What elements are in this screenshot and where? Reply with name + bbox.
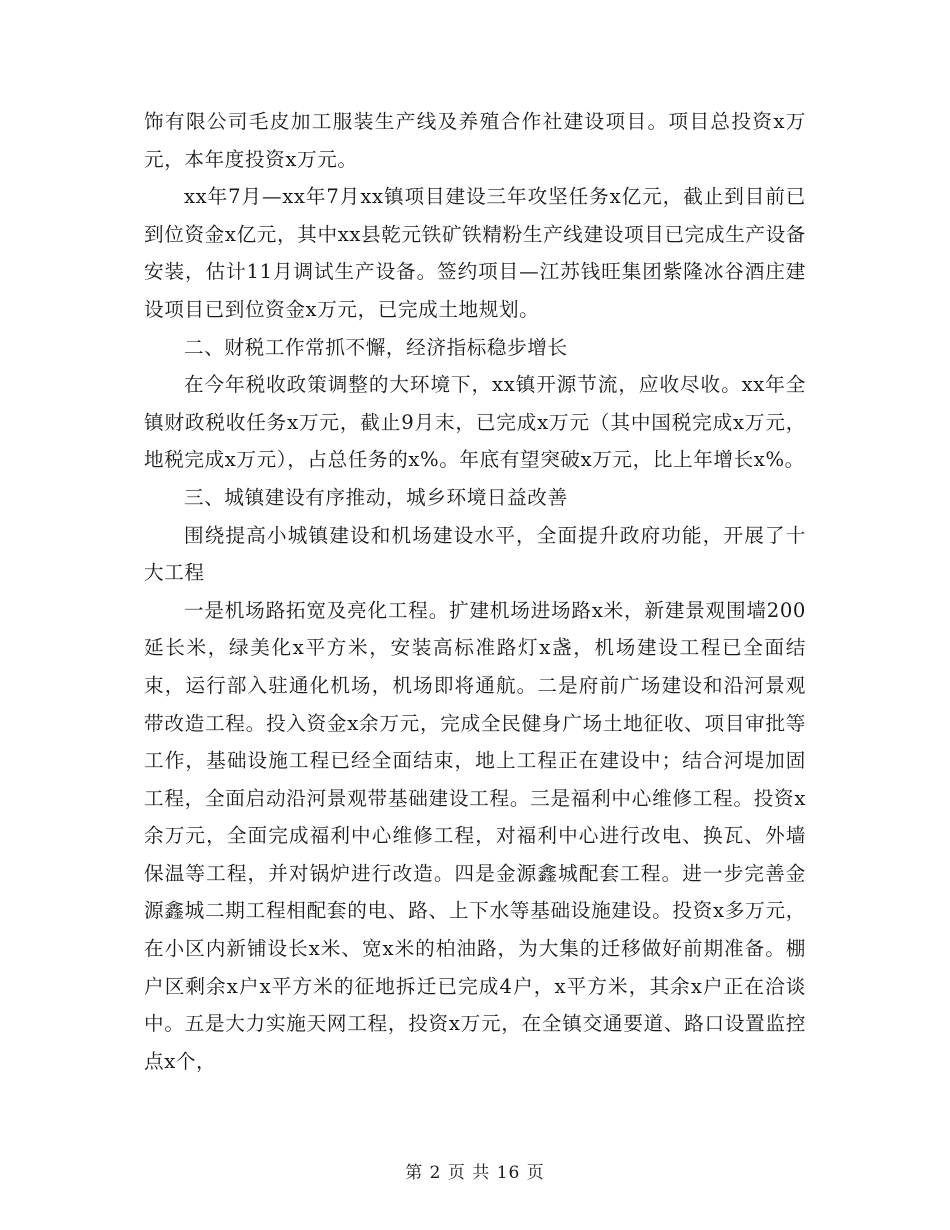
page-footer (0, 1158, 950, 1183)
footer-middle: 页 共 (447, 1163, 491, 1183)
document-body (144, 103, 806, 1080)
paragraph-projects-detail: 一是机场路拓宽及亮化工程。扩建机场进场路x米，新建景观围墙200延长米，绿美化x平方米，安装高标准路灯x盏，机场建设工程已全面结束，运行部入驻通化机场，机场即将通航。二是府前广场建设和沿河景观带改造工程。投入资金x余万元，完成全民健身广场土地征收、项目审批等工作，基础设施工程已经全面结束，地上工程正在建设中；结合河堤加固工程，全面启动沿河景观带基础建设工程。三是福利中心维修工程。投资x余万元，全面完成福利中心维修工程，对福利中心进行改电、换瓦、外墙保温等工程，并对锅炉进行改造。四是金源鑫城配套工程。进一步完善金源鑫城二期工程相配套的电、路、上下水等基础设施建设。投资x多万元，在小区内新铺设长x米、宽x米的柏油路，为大集的迁移做好前期准备。棚户区剩余x户x平方米的征地拆迁已完成4户，x平方米，其余x户正在洽谈中。五是大力实施天网工程，投资x万元，在全镇交通要道、路口设置监控点x个， (144, 598, 806, 1073)
paragraph-project-continuation: 饰有限公司毛皮加工服装生产线及养殖合作社建设项目。项目总投资x万元，本年度投资x万元。 (144, 110, 806, 171)
section-heading-urban-construction: 三、城镇建设有序推动，城乡环境日益改善 (184, 485, 568, 509)
paragraph-ten-projects-intro: 围绕提高小城镇建设和机场建设水平，全面提升政府功能，开展了十大工程 (144, 523, 806, 585)
footer-prefix: 第 (405, 1163, 424, 1183)
paragraph-three-year-task: xx年7月—xx年7月xx镇项目建设三年攻坚任务x亿元，截止到目前已到位资金x亿元，其中xx县乾元铁矿铁精粉生产线建设项目已完成生产设备安装，估计11月调试生产设备。签约项目—江苏钱旺集团紫隆冰谷酒庄建设项目已到位资金x万元，已完成土地规划。 (144, 185, 806, 321)
section-heading-finance-tax: 二、财税工作常抓不懈，经济指标稳步增长 (184, 335, 568, 359)
footer-page-number: 2 (429, 1163, 442, 1183)
paragraph-tax-collection: 在今年税收政策调整的大环境下，xx镇开源节流，应收尽收。xx年全镇财政税收任务x万元，截止9月末，已完成x万元（其中国税完成x万元，地税完成x万元），占总任务的x%。年底有望突破x万元，比上年增长x%。 (144, 373, 806, 472)
footer-total-pages: 16 (496, 1163, 521, 1183)
footer-suffix: 页 (526, 1163, 545, 1183)
